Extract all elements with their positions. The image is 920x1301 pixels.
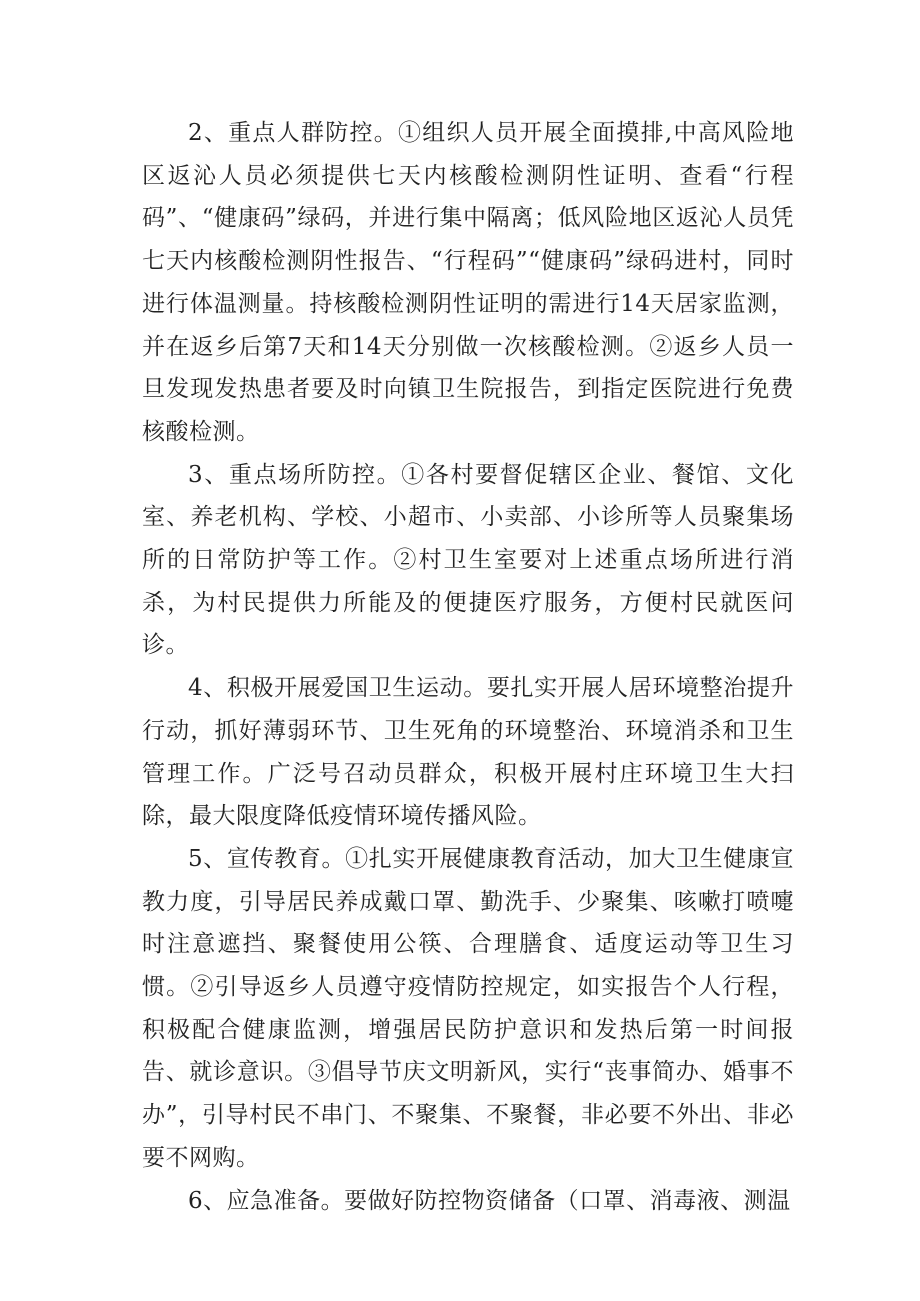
paragraph-emergency-preparation: 6、应急准备。要做好防控物资储备（口罩、消毒液、测温 <box>188 1187 791 1214</box>
paragraph-key-population-control: 2、重点人群防控。①组织人员开展全面摸排,中高风险地区返沁人员必须提供七天内核酸检测阴性证明、查看“行程码”、“健康码”绿码，并进行集中隔离；低风险地区返沁人员凭七天内核酸检测阴性报告、“行程码”“健康码”绿码进村，同时进行体温测量。持核酸检测阴性证明的需进行14天居家监测，并在返乡后第7天和14天分别做一次核酸检测。②返乡人员一旦发现发热患者要及时向镇卫生院报告，到指定医院进行免费核酸检测。 <box>142 120 794 445</box>
paragraph-publicity-education: 5、宣传教育。①扎实开展健康教育活动，加大卫生健康宣教力度，引导居民养成戴口罩、勤洗手、少聚集、咳嗽打喷嚏时注意遮挡、聚餐使用公筷、合理膳食、适度运动等卫生习惯。②引导返乡人员遵守疫情防控规定，如实报告个人行程，积极配合健康监测，增强居民防护意识和发热后第一时间报告、就诊意识。③倡导节庆文明新风，实行“丧事简办、婚事不办”，引导村民不串门、不聚集、不聚餐，非必要不外出、非必要不网购。 <box>142 845 794 1171</box>
paragraph-patriotic-health-campaign: 4、积极开展爱国卫生运动。要扎实开展人居环境整治提升行动，抓好薄弱环节、卫生死角的环境整治、环境消杀和卫生管理工作。广泛号召动员群众，积极开展村庄环境卫生大扫除，最大限度降低疫情环境传播风险。 <box>142 675 794 830</box>
paragraph-key-venue-control: 3、重点场所防控。①各村要督促辖区企业、餐馆、文化室、养老机构、学校、小超市、小卖部、小诊所等人员聚集场所的日常防护等工作。②村卫生室要对上述重点场所进行消杀，为村民提供力所能及的便捷医疗服务，方便村民就医问诊。 <box>142 461 794 659</box>
document-body <box>142 112 794 1222</box>
